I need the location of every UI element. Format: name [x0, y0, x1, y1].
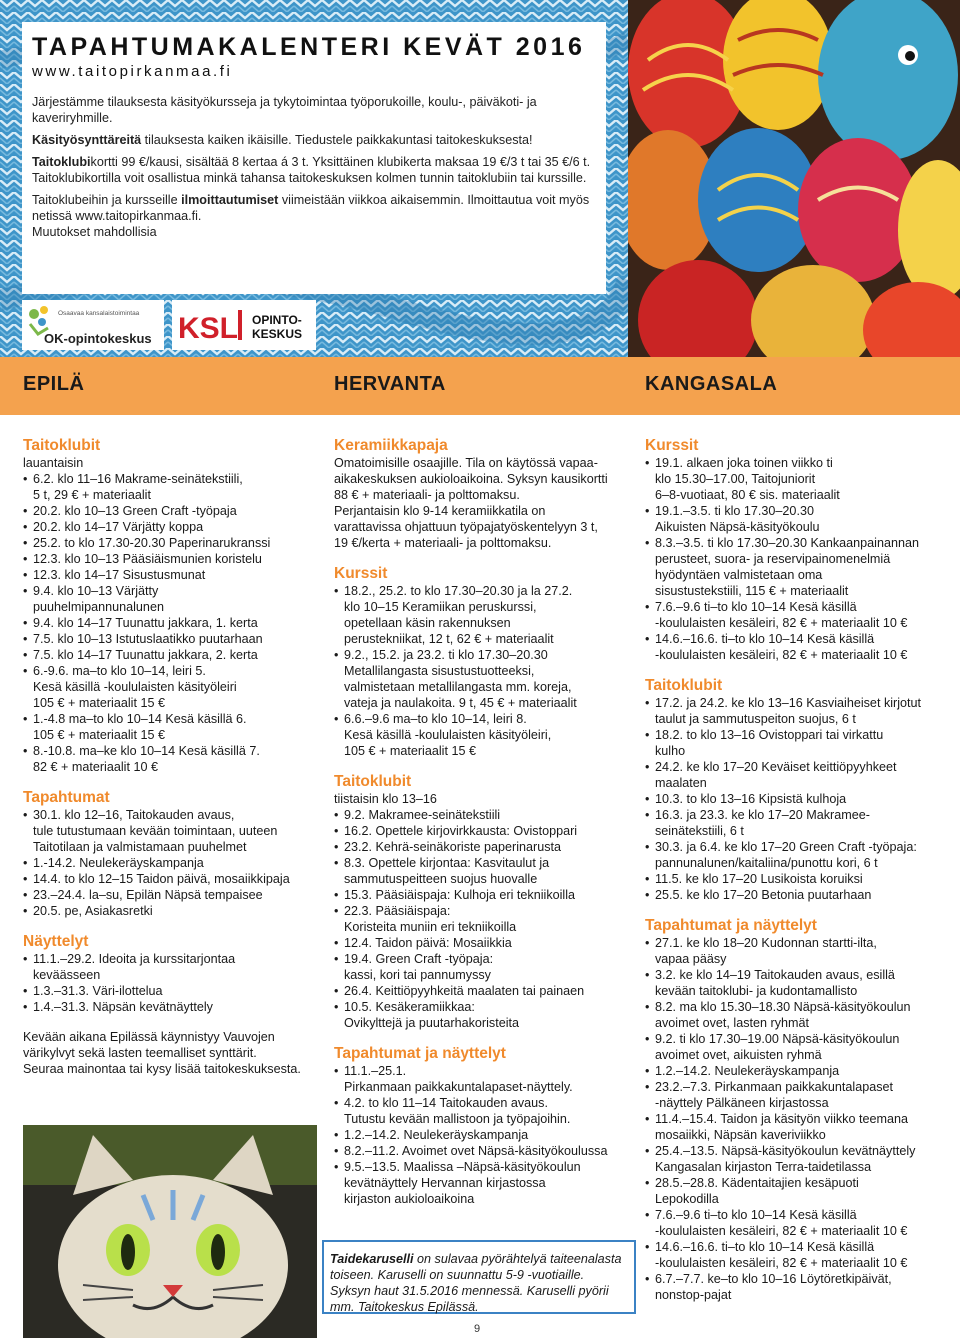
list-item: • 20.2. klo 14–17 Värjätty koppa: [23, 519, 317, 535]
list-item: • 25.2. to klo 17.30-20.30 Paperinarukranssi: [23, 535, 317, 551]
list-item: • 6.7.–7.7. ke–to klo 10–16 Löytöretkipäivät, nonstop-pajat: [645, 1271, 945, 1303]
column-kangasala: [645, 437, 945, 1303]
list-item: • 3.2. ke klo 14–19 Taitokauden avaus, esillä kevään taitoklubi- ja kudontamallisto: [645, 967, 945, 999]
list: [334, 807, 634, 1031]
list: [334, 583, 634, 759]
list-item: • 27.1. ke klo 18–20 Kudonnan startti-ilta, vapaa pääsy: [645, 935, 945, 967]
list-item: • 23.2.–7.3. Pirkanmaan paikkakuntalapaset -näyttely Pälkäneen kirjastossa: [645, 1079, 945, 1111]
section-heading: Tapahtumat ja näyttelyt: [645, 917, 817, 934]
list-item: • 4.2. to klo 11–14 Taitokauden avaus. Tutustu kevään mallistoon ja työpajoihin.: [334, 1095, 634, 1127]
section-subtitle: tiistaisin klo 13–16: [334, 792, 437, 806]
list-item: • 8.2. ma klo 15.30–18.30 Näpsä-käsityökoulun avoimet ovet, lasten ryhmät: [645, 999, 945, 1031]
section-heading: Näyttelyt: [23, 933, 89, 950]
svg-text:OPINTO-: OPINTO-: [252, 313, 302, 327]
list-item: • 11.5. ke klo 17–20 Lusikoista koruiksi: [645, 871, 945, 887]
list-item: • 17.2. ja 24.2. ke klo 13–16 Kasviaiheiset kirjotut taulut ja sammutuspeiton suojus, 6 t: [645, 695, 945, 727]
list-item: • 25.4.–13.5. Näpsä-käsityökoulun kevätnäyttely Kangasalan kirjaston Terra-taidetilassa: [645, 1143, 945, 1175]
list-item: • 8.-10.8. ma–ke klo 10–14 Kesä käsillä 7. 82 € + materiaalit 10 €: [23, 743, 317, 775]
list-item: • 6.-9.6. ma–to klo 10–14, leiri 5. Kesä käsillä -koululaisten käsityöleiri 105 € + materiaalit 15 €: [23, 663, 317, 711]
list-item: • 19.1. alkaen joka toinen viikko ti klo 15.30–17.00, Taitojuniorit 6–8-vuotiaat, 80 € sis. materiaalit: [645, 455, 945, 503]
heading-hervanta: HERVANTA: [334, 373, 446, 395]
section-heading: Taitoklubit: [334, 773, 412, 790]
list-item: • 16.2. Opettele kirjovirkkausta: Ovistoppari: [334, 823, 634, 839]
page-title: TAPAHTUMAKALENTERI KEVÄT 2016: [32, 33, 586, 61]
list: [645, 935, 945, 1303]
list-item: • 7.6.–9.6 ti–to klo 10–14 Kesä käsillä -koululaisten kesäleiri, 82 € + materiaalit 10 €: [645, 1207, 945, 1239]
list-item: • 1.3.–31.3. Väri-ilottelua: [23, 983, 317, 999]
section-heading: Taitoklubit: [645, 677, 723, 694]
svg-text:KESKUS: KESKUS: [252, 327, 303, 341]
list-item: • 1.2.–14.2. Neulekeräyskampanja: [645, 1063, 945, 1079]
list: [23, 951, 317, 1015]
svg-text:Osaavaa kansalaistoimintaa: Osaavaa kansalaistoimintaa: [58, 310, 140, 317]
intro-paragraph-3: Taitoklubikortti 99 €/kausi, sisältää 8 kertaa á 3 t. Yksittäinen klubikerta maksaa 19 €/3 t tai 35 €/6 t. Taitoklubikortilla voit osallistua minkä tahansa taitokeskuksen kolmen tunnin taitoklubiin tai kurssille.: [32, 155, 591, 185]
list-item: • 16.3. ja 23.3. ke klo 17–20 Makrameе- seinätekstiili, 6 t: [645, 807, 945, 839]
list: [23, 471, 317, 775]
ok-opintokeskus-logo: [22, 300, 164, 350]
list-item: • 22.3. Pääsiäispaja: Koristeita muniin eri tekniikoilla: [334, 903, 634, 935]
list-item: • 10.3. to klo 13–16 Kipsistä kulhoja: [645, 791, 945, 807]
svg-text:OK-opintokeskus: OK-opintokeskus: [44, 331, 152, 346]
list-item: • 9.2., 15.2. ja 23.2. ti klo 17.30–20.30 Metallilangasta sisustustuotteeksi, valmistetaan metallilangasta mm. koreja, vateja ja naulakoita. 9 t, 45 € + materiaalit: [334, 647, 634, 711]
list-item: • 6.2. klo 11–16 Makrame-seinätekstiili, 5 t, 29 € + materiaalit: [23, 471, 317, 503]
ksl-opintokeskus-logo: [172, 300, 316, 350]
list-item: • 11.4.–15.4. Taidon ja käsityön viikko teemana mosaiikki, Näpsän kaveriviikko: [645, 1111, 945, 1143]
list-item: • 14.6.–16.6. ti–to klo 10–14 Kesä käsillä -koululaisten kesäleiri, 82 € + materiaalit 10 €: [645, 1239, 945, 1271]
list-item: • 8.3.–3.5. ti klo 17.30–20.30 Kankaanpainannan perusteet, suora- ja reservipainomenelmiä hyödyntäen valmistetaan oma sisustustekstiili, 115 € + materiaalit: [645, 535, 945, 599]
cat-mask-photo: [23, 1125, 317, 1338]
list-item: • 12.3. klo 14–17 Sisustusmunat: [23, 567, 317, 583]
intro-paragraph-1: Järjestämme tilauksesta käsityökursseja ja tykytoimintaa työporukoille, koulu-, päiväkoti- ja kaveriryhmille.: [32, 95, 537, 125]
list-item: • 9.4. klo 10–13 Värjätty puuhelmipannunalunen: [23, 583, 317, 615]
intro-box: [22, 22, 606, 294]
section-heading: Taitoklubit: [23, 437, 101, 454]
list-item: • 30.3. ja 6.4. ke klo 17–20 Green Craft -työpaja: pannunalunen/kaitaliina/punottu kori, 6 t: [645, 839, 945, 871]
list: [645, 455, 945, 663]
list-item: • 7.5. klo 10–13 Istutuslaatikko puutarhaan: [23, 631, 317, 647]
list-item: • 1.-4.8 ma–to klo 10–14 Kesä käsillä 6. 105 € + materiaalit 15 €: [23, 711, 317, 743]
list: [334, 1063, 634, 1207]
intro-paragraph-2: Käsityösynttäreitä tilauksesta kaiken ikäisille. Tiedustele paikkakuntasi taitokeskuksesta!: [32, 133, 533, 147]
list-item: • 14.4. to klo 12–15 Taidon päivä, mosaiikkipaja: [23, 871, 317, 887]
list-item: • 26.4. Keittiöpyyhkeitä maalaten tai painaen: [334, 983, 634, 999]
list: [645, 695, 945, 903]
list-item: • 15.3. Pääsiäispaja: Kulhoja eri tekniikoilla: [334, 887, 634, 903]
list-item: • 19.4. Green Craft -työpaja: kassi, kori tai pannumyssy: [334, 951, 634, 983]
list-item: • 20.5. pe, Asiakasretki: [23, 903, 317, 919]
header-area: [0, 0, 960, 357]
list-item: • 23.–24.4. la–su, Epilän Näpsä tempaisee: [23, 887, 317, 903]
list: [23, 807, 317, 919]
list-item: • 9.2. Makrameе-seinätekstiili: [334, 807, 634, 823]
section-heading: Tapahtumat: [23, 789, 110, 806]
taidekaruselli-box: Taidekaruselli on sulavaa pyörähtelyä taiteenalasta toiseen. Karuselli on suunnattu 5-9 -vuotiaille. Syksyn haut 31.5.2016 mennessä. Karuselli pyörii mm. Taitokeskus Epilässä.: [322, 1240, 636, 1314]
list-item: • 9.2. ti klo 17.30–19.00 Näpsä-käsityökoulun avoimet ovet, aikuisten ryhmä: [645, 1031, 945, 1063]
list-item: • 20.2. klo 10–13 Green Craft -työpaja: [23, 503, 317, 519]
region-headings-band: [0, 357, 960, 415]
epila-footer-note: Kevään aikana Epilässä käynnistyy Vauvojen värikylvyt sekä lasten teemalliset synttärit. Seuraa mainontaa tai kysy lisää taitokeskuksesta.: [23, 1030, 301, 1076]
column-epila: [23, 437, 317, 1077]
list-item: • 25.5. ke klo 17–20 Betonia puutarhaan: [645, 887, 945, 903]
section-heading: Tapahtumat ja näyttelyt: [334, 1045, 506, 1062]
section-heading: Kurssit: [334, 565, 388, 582]
list-item: • 23.2. Kehrä-seinäkoriste paperinarusta: [334, 839, 634, 855]
page-number: 9: [474, 1323, 481, 1335]
intro-paragraph-4: Taitoklubeihin ja kursseille ilmoittautumiset viimeistään viikkoa aikaisemmin. Ilmoittautua voit myös netissä www.taitopirkanmaa.fi. Muutokset mahdollisia: [32, 193, 590, 239]
list-item: • 12.4. Taidon päivä: Mosaiikkia: [334, 935, 634, 951]
list-item: • 9.5.–13.5. Maalissa –Näpsä-käsityökoulun kevätnäyttely Hervannan kirjastossa kirjaston aukioloaikoina: [334, 1159, 634, 1207]
list-item: • 18.2. to klo 13–16 Ovistoppari tai virkattu kulho: [645, 727, 945, 759]
list-item: • 10.5. Kesäkeramiikkaa: Ovikylttejä ja puutarhakoristeita: [334, 999, 634, 1031]
section-heading: Keramiikkapaja: [334, 437, 448, 454]
list-item: • 8.2.–11.2. Avoimet ovet Näpsä-käsityökoulussa: [334, 1143, 634, 1159]
section-subtitle: lauantaisin: [23, 456, 84, 470]
list-item: • 11.1.–25.1. Pirkanmaan paikkakuntalapaset-näyttely.: [334, 1063, 634, 1095]
list-item: • 14.6.–16.6. ti–to klo 10–14 Kesä käsillä -koululaisten kesäleiri, 82 € + materiaalit 10 €: [645, 631, 945, 663]
partner-logos: [22, 300, 316, 350]
heading-epila: EPILÄ: [23, 373, 85, 395]
svg-text:KSL: KSL: [178, 312, 238, 345]
list-item: • 19.1.–3.5. ti klo 17.30–20.30 Aikuisten Näpsä-käsityökoulu: [645, 503, 945, 535]
list-item: • 28.5.–28.8. Kädentaitajien kesäpuoti Lepokodilla: [645, 1175, 945, 1207]
easter-eggs-photo: [628, 0, 960, 357]
keramiikkapaja-text: Omatoimisille osaajille. Tila on käytössä vapaa- aikakeskuksen aukioloaikoina. Syksyn kausikortti 88 € + materiaali- ja polttomaksu. Perjantaisin klo 9-14 keramiikkatila on varattavissa ohjattuun työpajatyöskentelyyn 3 t, 19 €/kerta + materiaali- ja polttomaksu.: [334, 456, 608, 550]
list-item: • 24.2. ke klo 17–20 Keväiset keittiöpyyhkeet maalaten: [645, 759, 945, 791]
list-item: • 1.-14.2. Neulekeräyskampanja: [23, 855, 317, 871]
heading-kangasala: KANGASALA: [645, 373, 778, 395]
list-item: • 7.6.–9.6 ti–to klo 10–14 Kesä käsillä -koululaisten kesäleiri, 82 € + materiaalit 10 €: [645, 599, 945, 631]
list-item: • 1.2.–14.2. Neulekeräyskampanja: [334, 1127, 634, 1143]
list-item: • 18.2., 25.2. to klo 17.30–20.30 ja la 27.2. klo 10–15 Keramiikan peruskurssi, opetellaan käsin rakennuksen perustekniikat, 12 t, 62 € + materiaalit: [334, 583, 634, 647]
list-item: • 8.3. Opettele kirjontaa: Kasvitaulut ja sammutuspeitteen suojus huovalle: [334, 855, 634, 887]
list-item: • 1.4.–31.3. Näpsän kevätnäyttely: [23, 999, 317, 1015]
list-item: • 30.1. klo 12–16, Taitokauden avaus, tule tutustumaan kevään toimintaan, uuteen Taitotilaan ja valmistamaan puuhelmet: [23, 807, 317, 855]
list-item: • 12.3. klo 10–13 Pääsiäismunien koristelu: [23, 551, 317, 567]
column-hervanta: [334, 437, 634, 1207]
website-url[interactable]: www.taitopirkanmaa.fi: [32, 63, 233, 80]
list-item: • 9.4. klo 14–17 Tuunattu jakkara, 1. kerta: [23, 615, 317, 631]
list-item: • 6.6.–9.6 ma–to klo 10–14, leiri 8. Kesä käsillä -koululaisten käsityöleiri, 105 € + materiaalit 15 €: [334, 711, 634, 759]
list-item: • 11.1.–29.2. Ideoita ja kurssitarjontaa keväässeen: [23, 951, 317, 983]
list-item: • 7.5. klo 14–17 Tuunattu jakkara, 2. kerta: [23, 647, 317, 663]
section-heading: Kurssit: [645, 437, 699, 454]
